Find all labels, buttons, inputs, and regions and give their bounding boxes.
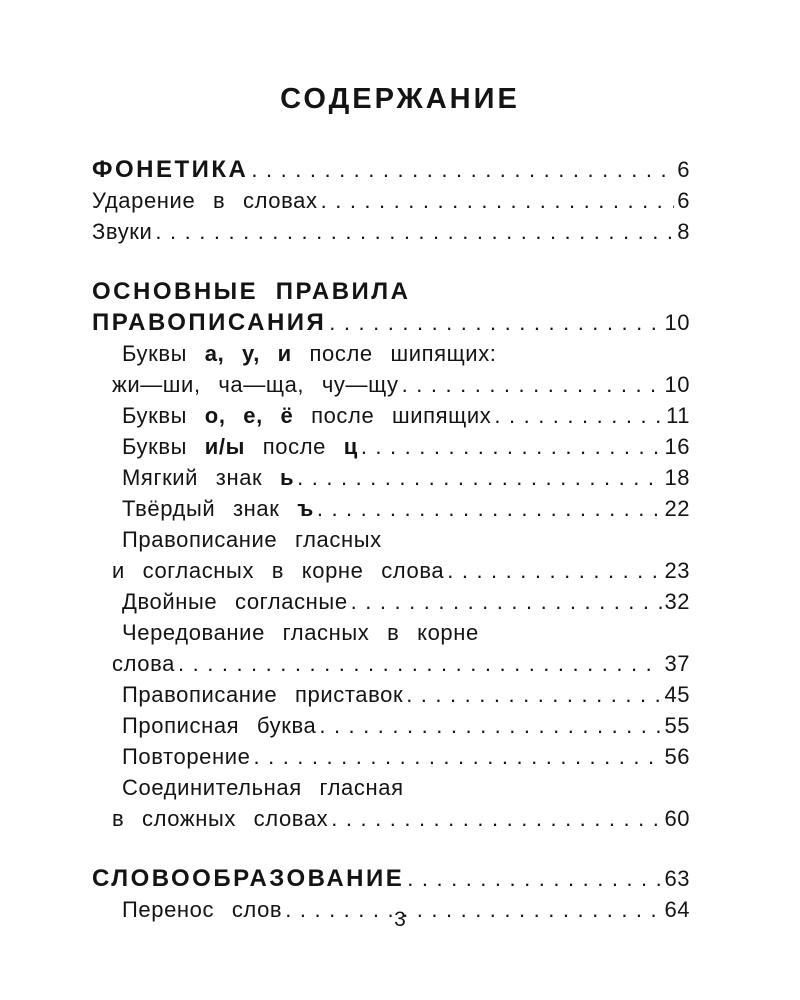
toc-text-segment: Чередование гласных в корне xyxy=(122,619,479,645)
toc-text-segment: после xyxy=(245,433,344,459)
toc-line xyxy=(92,185,690,216)
toc-line xyxy=(92,493,690,524)
toc-text-segment: жи—ши, ча—ща, чу—щу xyxy=(112,371,399,397)
toc-text-segment: Ударение в словах xyxy=(92,187,318,213)
toc-entry xyxy=(92,216,690,247)
toc-line xyxy=(92,154,690,185)
toc-line-text xyxy=(92,185,318,216)
toc-line xyxy=(92,741,690,772)
toc-text-bold-segment: СЛОВООБРАЗОВАНИЕ xyxy=(92,864,405,892)
toc-line-text xyxy=(122,493,314,524)
dot-leader xyxy=(402,369,662,400)
toc-entry xyxy=(92,493,690,524)
toc-line xyxy=(92,462,690,493)
toc-line-text xyxy=(122,524,382,555)
toc-line xyxy=(92,400,690,431)
page-ref: 22 xyxy=(664,495,690,521)
dot-leader xyxy=(329,307,661,338)
dot-leader xyxy=(331,803,661,834)
dot-leader xyxy=(447,555,661,586)
dot-leader xyxy=(351,586,662,617)
toc-line-text xyxy=(122,710,316,741)
dot-leader xyxy=(407,863,661,894)
toc-text-segment: Двойные согласные xyxy=(122,588,348,614)
toc-text-segment: и согласных в корне слова xyxy=(112,557,445,583)
toc-line xyxy=(92,338,690,369)
toc-line-text xyxy=(92,216,152,247)
toc-text-segment: Буквы xyxy=(122,402,205,428)
toc-line-text xyxy=(122,679,403,710)
toc-line-text xyxy=(92,863,404,894)
toc-line xyxy=(92,524,690,555)
toc-text-segment: Буквы xyxy=(122,433,205,459)
page-ref: 8 xyxy=(677,218,690,244)
dot-leader xyxy=(297,462,661,493)
toc-text-bold-segment: ПРАВОПИСАНИЯ xyxy=(92,308,327,336)
page-ref: 6 xyxy=(677,187,690,213)
toc-text-segment: Правописание гласных xyxy=(122,526,382,552)
toc-entry xyxy=(92,462,690,493)
toc-line xyxy=(92,710,690,741)
toc-line-text xyxy=(122,431,358,462)
toc-text-segment: Повторение xyxy=(122,743,251,769)
toc-line-text xyxy=(122,586,348,617)
dot-leader xyxy=(319,710,661,741)
toc-entry xyxy=(92,710,690,741)
toc-line xyxy=(92,555,690,586)
toc-text-bold-segment: и/ы xyxy=(204,433,246,459)
dot-leader xyxy=(251,154,674,185)
toc-entry xyxy=(92,431,690,462)
toc-list xyxy=(92,154,690,925)
toc-line xyxy=(92,772,690,803)
toc-line-text xyxy=(122,338,497,369)
dot-leader xyxy=(361,431,662,462)
toc-entry xyxy=(92,400,690,431)
page-ref: 45 xyxy=(664,681,690,707)
toc-line xyxy=(92,803,690,834)
toc-line-text xyxy=(112,555,444,586)
page-ref: 10 xyxy=(664,309,690,335)
toc-line-text xyxy=(112,648,175,679)
toc-entry xyxy=(92,741,690,772)
toc-text-segment: после шипящих xyxy=(293,402,492,428)
toc-text-bold-segment: а, у, и xyxy=(204,340,292,366)
toc-entry xyxy=(92,617,690,679)
folio-page-number: 3 xyxy=(394,908,406,931)
page-ref: 37 xyxy=(664,650,690,676)
page-ref: 64 xyxy=(664,896,690,922)
toc-line-text xyxy=(92,276,410,307)
toc-text-segment: Перенос слов xyxy=(122,896,283,922)
page-ref: 63 xyxy=(664,865,690,891)
toc-line-text xyxy=(92,307,326,338)
toc-entry xyxy=(92,679,690,710)
toc-text-segment: в сложных словах xyxy=(112,805,329,831)
toc-text-segment: Соединительная гласная xyxy=(122,774,404,800)
toc-line-text xyxy=(122,772,404,803)
toc-line-text xyxy=(112,803,328,834)
toc-text-bold-segment: ъ xyxy=(297,495,314,521)
toc-line xyxy=(92,617,690,648)
toc-entry xyxy=(92,185,690,216)
toc-entry xyxy=(92,772,690,834)
page-title: СОДЕРЖАНИЕ xyxy=(280,83,520,115)
page-ref: 11 xyxy=(666,402,690,428)
page-ref: 16 xyxy=(664,433,690,459)
page-ref: 23 xyxy=(664,557,690,583)
toc-text-segment: после шипящих: xyxy=(291,340,497,366)
page-ref: 55 xyxy=(664,712,690,738)
toc-text-segment: слова xyxy=(112,650,175,676)
toc-line xyxy=(92,679,690,710)
toc-entry xyxy=(92,154,690,185)
toc-line xyxy=(92,863,690,894)
toc-line xyxy=(92,369,690,400)
toc-line xyxy=(92,276,690,307)
dot-leader xyxy=(321,185,675,216)
dot-leader xyxy=(406,679,661,710)
page-ref: 32 xyxy=(664,588,690,614)
toc-text-segment: Прописная буква xyxy=(122,712,317,738)
toc-text-bold-segment: ОСНОВНЫЕ ПРАВИЛА xyxy=(92,277,411,305)
dot-leader xyxy=(178,648,662,679)
toc-line xyxy=(92,216,690,247)
toc-line-text xyxy=(122,617,479,648)
page-ref: 10 xyxy=(664,371,690,397)
page-ref: 6 xyxy=(677,156,690,182)
page-ref: 60 xyxy=(664,805,690,831)
toc-line-text xyxy=(112,369,399,400)
toc-text-bold-segment: ь xyxy=(280,464,295,490)
toc-entry xyxy=(92,586,690,617)
toc-text-bold-segment: ц xyxy=(343,433,358,459)
toc-line-text xyxy=(92,154,248,185)
toc-entry xyxy=(92,524,690,586)
page-ref: 56 xyxy=(664,743,690,769)
dot-leader xyxy=(253,741,661,772)
toc-text-bold-segment: ФОНЕТИКА xyxy=(92,155,249,183)
page-ref: 18 xyxy=(664,464,690,490)
toc-line-text xyxy=(122,462,294,493)
toc-text-segment: Правописание приставок xyxy=(122,681,404,707)
toc-line xyxy=(92,648,690,679)
toc-text-segment: Мягкий знак xyxy=(122,464,280,490)
dot-leader xyxy=(155,216,674,247)
dot-leader xyxy=(317,493,662,524)
toc-entry xyxy=(92,863,690,894)
toc-text-bold-segment: о, е, ё xyxy=(204,402,294,428)
toc-line xyxy=(92,431,690,462)
toc-text-segment: Буквы xyxy=(122,340,205,366)
toc-entry xyxy=(92,276,690,338)
toc-text-segment: Твёрдый знак xyxy=(122,495,298,521)
toc-line-text xyxy=(122,400,491,431)
toc-line xyxy=(92,307,690,338)
toc-line xyxy=(92,586,690,617)
toc-entry xyxy=(92,338,690,400)
toc-line-text xyxy=(122,741,250,772)
dot-leader xyxy=(494,400,663,431)
toc-text-segment: Звуки xyxy=(92,218,153,244)
